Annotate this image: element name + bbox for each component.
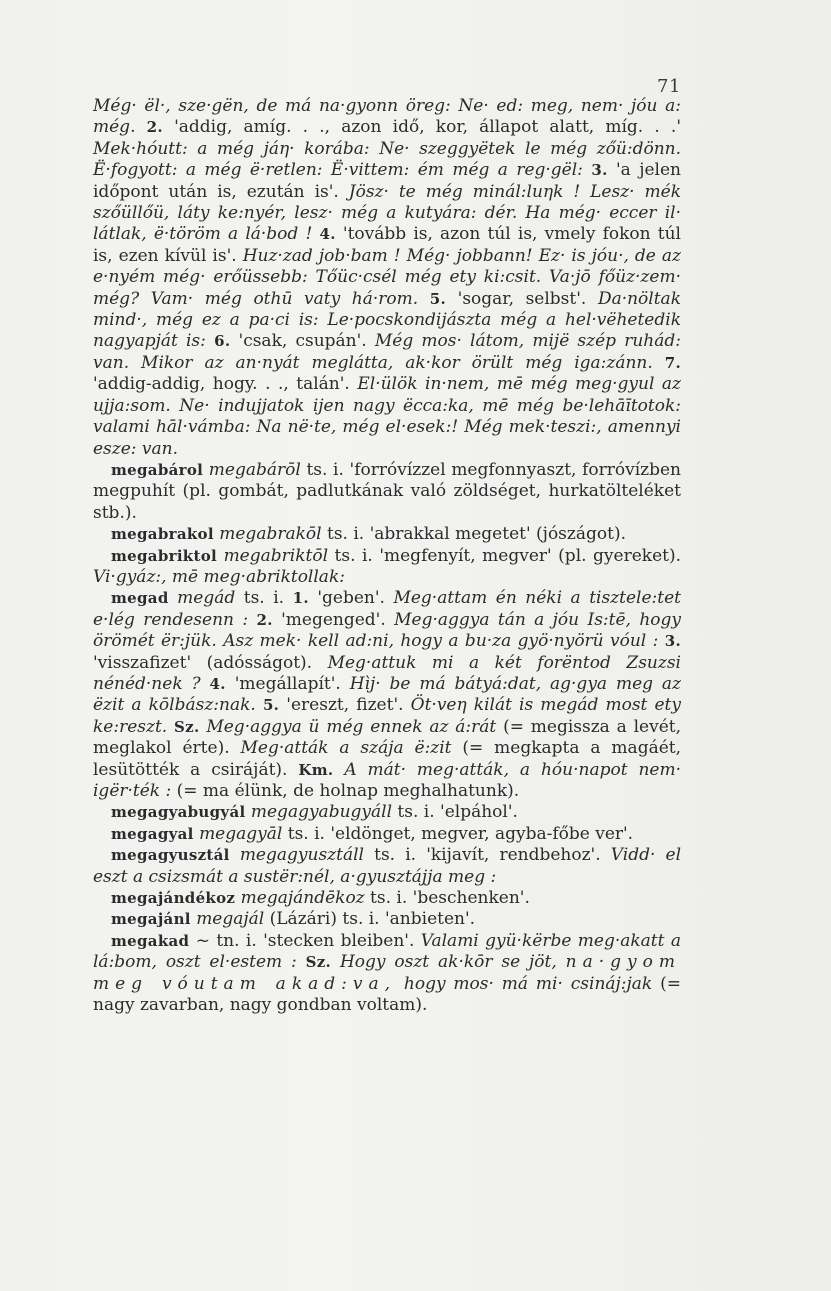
gloss-text: (= megkapta a magáét, lesütötték a csiráját). [93,738,682,780]
gloss-text: (= nagy zavarban, nagy gondban voltam). [93,973,681,1016]
gloss-text [297,952,306,972]
gloss-text [169,588,178,608]
gloss-text [418,289,430,309]
dialect-example: El·ülök in·nem, mē még meg·gyul az ujja:som. Ne· indujjatok ijen nagy ëcca:ka, mē még be·lehāītotok: valami hāl·vámba: Na në·te, még el·esek:! Még mek·teszi:, amennyi esze: van. [93,374,681,459]
dictionary-entry [93,460,681,524]
gloss-text: (Lázári) ts. i. 'anbieten'. [264,909,476,930]
dialect-example: Meg·aggya ü még ennek az á:rát [206,716,497,737]
bold-text: Sz. [305,953,332,972]
dialect-example: Még mos· látom, mijë szép ruhád: van. Mikor az an·nyát meglátta, ak·kor örült még iga:zánn. [93,331,681,373]
dialect-example: Meg·atták a szája ë:zit [240,738,452,759]
dialect-example: hogy mos· má mi· csináj:jak [396,973,653,994]
gloss-text: 'megállapít'. [225,673,350,694]
dictionary-entry [93,845,681,888]
bold-text: Sz. [174,717,200,736]
bold-text: Km. [298,760,334,779]
gloss-text: ts. i. 'beschenken'. [364,888,530,909]
dialect-example: megagyusztáll [239,845,364,866]
dialect-example: Mek·hóutt: a még jáη· korába: Ne· szeggyëtek le még zőü:dönn. Ë·fogyott: a még ë·retlen: Ë·vittem: ém még a reg·gël: [93,138,681,181]
gloss-text [167,717,174,737]
dictionary-entry [93,824,681,845]
dialect-example: Jösz· te még minál:luηk ! Lesz· mék szőüllőü, láty ke:nyér, lesz· még a kutyára: dér. Ha még· eccer il· látlak, ë·töröm a lá·bod ! [93,181,681,245]
gloss-text: ~ tn. i. 'stecken bleiben'. [189,930,421,951]
bold-text: 1. [292,589,309,608]
dictionary-entry [93,588,681,802]
dialect-example: megád [177,588,236,609]
bold-text: 6. [214,332,231,351]
gloss-text: 'megenged'. [272,609,395,630]
dialect-example: megajándēkoz [240,888,365,909]
dialect-example: megabárōl [208,459,301,480]
gloss-text: 'a jelen időpont után is, ezután is'. [93,160,681,202]
dialect-example: A mát· meg·atták, a hóu·napot nem· igër·ték : [93,759,681,801]
dialect-example: megabriktōl [223,545,329,566]
dictionary-entry [93,802,681,823]
bold-text: 2. [256,610,273,629]
gloss-text: ts. i. 'abrakkal megetet' (jószágot). [321,524,626,545]
dialect-example: Meg·aggya tán a jóu Is:tē, hogy örömét ër:jük. Asz mek· kell ad:ni, hogy a bu·za gyö·nyörü vóul : [93,609,681,652]
bold-text: megabrakol [111,525,214,544]
dialect-example: Valami gyü·kërbe meg·akatt a lá:bom, oszt el·estem : [93,930,681,973]
dictionary-text [93,96,681,1016]
bold-text: megajánl [111,910,191,929]
gloss-text: 'addig, amíg. . ., azon idő, kor, állapot alatt, míg. . .' [162,117,681,138]
bold-text: megagyal [111,824,194,843]
dictionary-entry [93,546,681,589]
dialect-example: Hogy oszt ak·kōr se jöt, [339,952,566,973]
dictionary-entry [93,524,681,545]
gloss-text: 'addig-addig, hogy. . ., talán'. [93,374,358,395]
dialect-example: Meg·attam én néki a tisztele:tet e·lég rendesenn : [93,588,681,630]
gloss-text: 'tovább is, azon túl is, vmely fokon túl is, ezen kívül is'. [93,224,681,266]
dialect-example: Hìj· be má bátyá:dat, ag·gya meg az ëzit a kōlbász:nak. [93,673,682,716]
gloss-text [206,331,214,351]
gloss-text: ts. i. 'megfenyít, megver' (pl. gyereket). [328,545,682,566]
dialect-example: Öt·veη kilát is megád most ety ke:reszt. [93,695,681,737]
spaced-example: na·gyom meg vóutam akad:va, [93,952,681,994]
dialect-example: megabrakōl [219,524,322,545]
bold-text: 3. [664,632,682,651]
gloss-text: ts. i. 'eldönget, megver, agyba-főbe ver'. [282,823,634,844]
bold-text: 4. [209,674,226,693]
bold-text: megagyabugyál [111,803,246,822]
gloss-text: 'geben'. [308,588,394,609]
dialect-example: Még· ël·, sze·gën, de má na·gyonn öreg: Ne· ed: meg, nem· jóu a: még. [93,96,681,138]
gloss-text: ts. i. 'forróvízzel megfonnyaszt, forróvízben megpuhít (pl. gombát, padlutkának való zöldséget, hurkatölteléket stb.). [93,459,682,523]
bold-text: megakad [111,931,190,950]
gloss-text: 'sogar, selbst'. [446,288,598,309]
bold-text: megabárol [111,460,204,479]
dialect-example: megajál [196,909,265,930]
bold-text: 2. [146,118,163,137]
gloss-text [331,952,340,972]
dialect-example: Vidd· el eszt a csizsmát a sustër:nél, a·gyusztájja meg : [93,845,682,887]
gloss-text: ts. i. 'kijavít, rendbehoz'. [363,845,611,866]
gloss-text: ts. i. [235,588,293,609]
gloss-text: 'ereszt, fizet'. [279,695,411,716]
bold-text: 4. [319,225,336,244]
entry-continuation [93,96,681,460]
bold-text: 5. [262,696,280,715]
gloss-text: (= megissza a levét, meglakol érte). [93,716,681,759]
gloss-text [201,674,210,694]
gloss-text: (= ma élünk, de holnap meghalhatunk). [171,781,520,801]
bold-text: 3. [591,161,608,180]
gloss-text [256,695,263,715]
dialect-example: Meg·attuk mi a két forëntod Zsuzsi nénéd·nek ? [93,652,681,694]
dictionary-entry [93,931,681,1017]
dialect-example: megagyāl [199,823,283,844]
bold-text: 5. [429,289,447,308]
gloss-text [653,353,665,373]
bold-text: megajándékoz [111,889,236,908]
dictionary-entry [93,888,681,909]
bold-text: megad [111,589,169,608]
gloss-text: 'csak, csupán'. [230,331,375,352]
gloss-text [230,845,240,865]
bold-text: megabriktol [111,546,218,565]
dialect-example: Vi·gyáz:, mē meg·abriktollak: [93,566,345,587]
gloss-text: 'visszafizet' (adósságot). [93,652,328,673]
gloss-text: ts. i. 'elpáhol'. [392,802,518,823]
dialect-example: megagyabugyáll [250,802,393,823]
dialect-example: Huz·zad job·bam ! Még· jobbann! Ez· is jóu·, de az e·nyém még· erőüssebb: Tőüc·csél még ety ki:csit. Va·jō főüz·zem· még? Vam· még othū vaty há·rom. [93,245,681,309]
bold-text: 7. [664,353,681,372]
dialect-example: Da·nöltak mind·, még ez a pa·ci is: Le·pocskondijászta még a hel·vëhetedik nagyapját is: [93,288,681,352]
gloss-text [333,760,344,780]
gloss-text [135,117,146,137]
bold-text: megagyusztál [111,846,230,865]
dictionary-entry [93,909,681,930]
page-number: 71 [657,76,681,97]
